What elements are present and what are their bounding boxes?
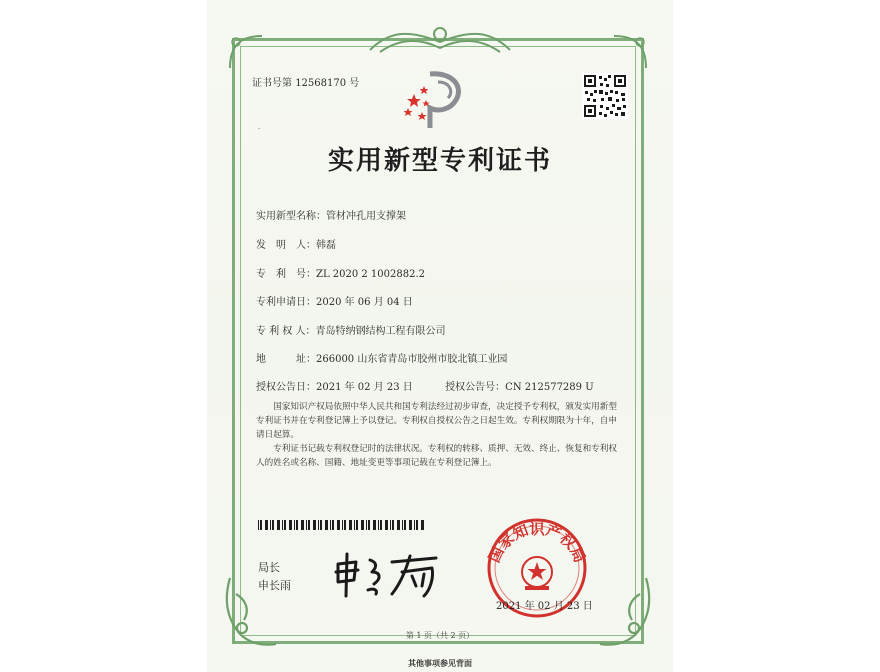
- field-value: 2020 年 06 月 04 日: [316, 297, 413, 308]
- announce-no-value: CN 212577289 U: [505, 382, 594, 393]
- certificate-title: 实用新型专利证书: [327, 146, 552, 176]
- field-value: 青岛特纳钢结构工程有限公司: [315, 326, 446, 337]
- margin-mark: ·: [258, 125, 261, 133]
- field-value: ZL 2020 2 1002882.2: [316, 269, 426, 280]
- field-label: 专 利 权 人：: [256, 326, 316, 337]
- director-title: 局长: [258, 561, 280, 574]
- certificate-number-value: 12568170: [295, 78, 347, 89]
- seal-text: 国家知识产权局: [484, 520, 590, 566]
- field-address: [256, 350, 507, 365]
- corner-ornament-top-left: [226, 32, 266, 72]
- announce-date-value: 2021 年 02 月 23 日: [316, 382, 413, 393]
- field-label: 地 址：: [256, 354, 316, 365]
- cnipa-logo: [400, 68, 470, 130]
- field-label: 实用新型名称：: [256, 211, 326, 222]
- field-label: 专利申请日：: [256, 297, 316, 308]
- ornament-top: [360, 22, 520, 56]
- field-announcement: [256, 378, 594, 393]
- national-emblem-icon: [522, 557, 552, 590]
- page-number: 第 1 页（共 2 页）: [405, 631, 475, 640]
- barcode: [258, 520, 426, 530]
- director-signature: [332, 550, 442, 600]
- statement-paragraph: 国家知识产权局依照中华人民共和国专利法经过初步审查，决定授予专利权，颁发实用新型专利证书并在专利登记簿上予以登记。专利权自授权公告之日起生效。专利权期限为十年，自申请日起算。: [256, 402, 617, 440]
- announce-no-label: 授权公告号：: [445, 382, 506, 393]
- statement-paragraph: 专利证书记载专利权登记时的法律状况。专利权的转移、质押、无效、终止、恢复和专利权人的姓名或名称、国籍、地址变更等事项记载在专利登记簿上。: [256, 444, 617, 468]
- certificate-statement: [256, 400, 624, 470]
- certificate-number-suffix: 号: [349, 78, 360, 89]
- field-value: 管材冲孔用支撑架: [326, 211, 406, 222]
- back-note: 其他事项参见背面: [408, 658, 472, 668]
- field-patent-number: [256, 265, 425, 280]
- corner-ornament-top-right: [610, 32, 650, 72]
- director-name: 申长雨: [258, 579, 291, 592]
- field-label: 专 利 号：: [256, 269, 316, 280]
- certificate-number: [252, 74, 359, 89]
- certificate-number-label: 证书号第: [252, 78, 292, 89]
- announce-date-label: 授权公告日：: [256, 382, 316, 393]
- seal-date: 2021 年 02 月 23 日: [496, 601, 593, 612]
- field-value: 266000 山东省青岛市胶州市胶北镇工业园: [316, 354, 508, 365]
- field-label: 发 明 人：: [256, 240, 316, 251]
- field-value: 韩磊: [316, 240, 336, 251]
- field-patentee: [256, 322, 446, 337]
- field-application-date: [256, 293, 413, 308]
- qr-code: [582, 73, 628, 119]
- field-inventor: [256, 236, 336, 251]
- field-utility-model-name: [256, 207, 406, 222]
